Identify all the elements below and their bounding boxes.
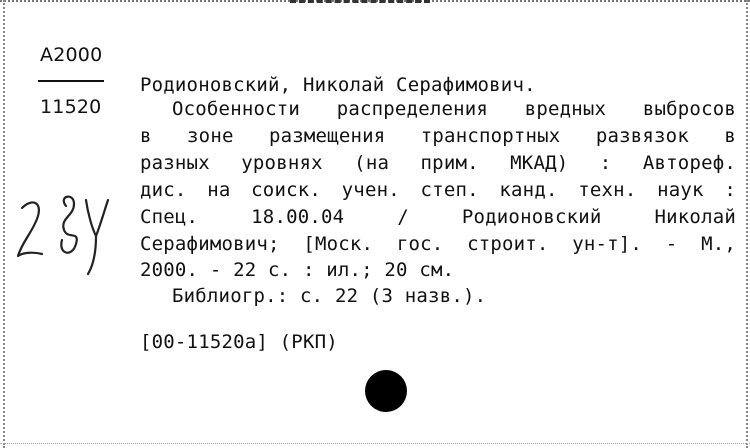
card-top-mark: [290, 0, 430, 6]
card-right-edge: [744, 0, 748, 448]
handwritten-note: [8, 178, 118, 282]
card-bottom-edge: [0, 441, 750, 444]
handwriting-stroke: [61, 197, 77, 253]
body-line: дис. на соиск. учен. степ. канд. техн. наук :: [140, 179, 736, 201]
bibliography-note: Библиогр.: с. 22 (3 назв.).: [172, 285, 487, 307]
call-number: [00-11520а] (РКП): [140, 331, 338, 353]
body-line: 2000. - 22 с. : ил.; 20 см.: [140, 259, 455, 281]
classification-code: A2000: [40, 44, 103, 66]
code-divider: [38, 80, 104, 82]
body-line: Серафимович; [Моск. гос. строит. ун-т]. - М.,: [140, 233, 736, 255]
punch-hole: [365, 370, 407, 412]
handwriting-stroke: [86, 200, 108, 236]
author-heading: Родионовский, Николай Серафимович.: [140, 74, 536, 96]
card-left-edge: [3, 0, 7, 448]
body-line: Спец. 18.00.04 / Родионовский Николай: [140, 206, 736, 228]
body-line: Особенности распределения вредных выбросов: [172, 98, 736, 120]
body-line: в зоне размещения транспортных развязок в: [140, 125, 736, 147]
handwriting-stroke: [18, 202, 42, 256]
body-line: разных уровнях (на прим. МКАД) : Автореф.: [140, 152, 736, 174]
inventory-number: 11520: [40, 96, 102, 118]
handwriting-stroke: [88, 236, 96, 274]
